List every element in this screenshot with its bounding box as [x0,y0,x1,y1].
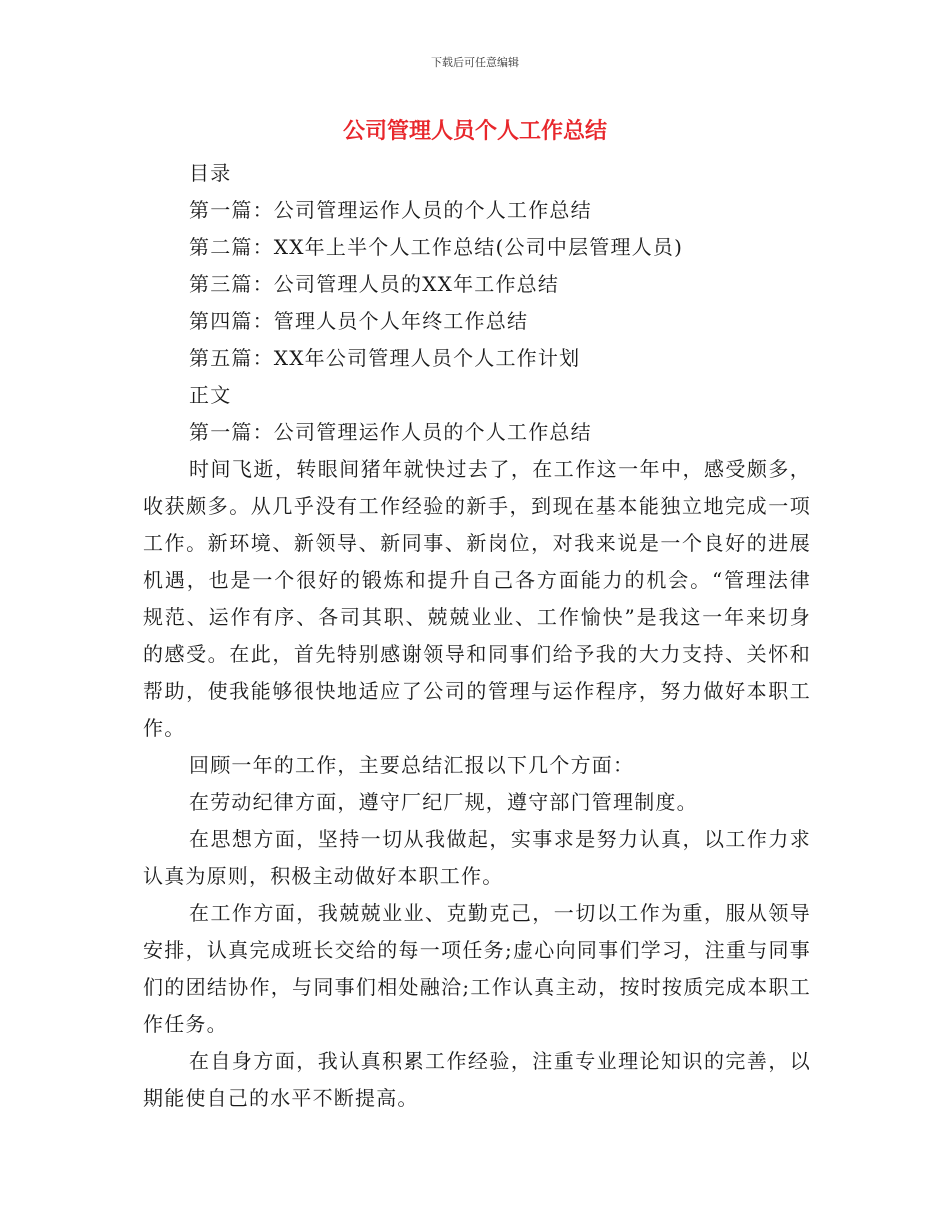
toc-item-3: 第三篇：公司管理人员的XX年工作总结 [189,272,560,296]
paragraph-review: 回顾一年的工作，主要总结汇报以下几个方面： [189,753,635,777]
toc-item-2: 第二篇：XX年上半个人工作总结(公司中层管理人员) [189,235,684,259]
body-heading: 正文 [189,383,232,407]
paragraph-intro: 时间飞逝，转眼间猪年就快过去了，在工作这一年中，感受颇多，收获颇多。从几乎没有工作经验的新手，到现在基本能独立地完成一项工作。新环境、新领导、新同事、新岗位，对我来说是一个良好的进展机遇，也是一个很好的锻炼和提升自己各方面能力的机会。“管理法律规范、运作有序、各司其职、兢兢业业、工作愉快”是我这一年来切身的感受。在此，首先特别感谢领导和同事们给予我的大力支持、关怀和帮助，使我能够很快地适应了公司的管理与运作程序，努力做好本职工作。 [143,457,811,740]
document-body [143,155,811,1117]
toc-item-5: 第五篇：XX年公司管理人员个人工作计划 [189,346,581,370]
section-title: 第一篇：公司管理运作人员的个人工作总结 [189,420,592,444]
page-header-note: 下载后可任意编辑 [431,56,519,69]
paragraph-work: 在工作方面，我兢兢业业、克勤克己，一切以工作为重，服从领导安排，认真完成班长交给的每一项任务;虚心向同事们学习，注重与同事们的团结协作，与同事们相处融洽;工作认真主动，按时按质完成本职工作任务。 [143,901,811,1036]
document-title: 公司管理人员个人工作总结 [342,119,607,144]
paragraph-thought: 在思想方面，坚持一切从我做起，实事求是努力认真，以工作力求认真为原则，积极主动做好本职工作。 [143,827,811,888]
toc-item-4: 第四篇：管理人员个人年终工作总结 [189,309,529,333]
paragraph-self: 在自身方面，我认真积累工作经验，注重专业理论知识的完善，以期能使自己的水平不断提高。 [143,1049,811,1110]
toc-item-1: 第一篇：公司管理运作人员的个人工作总结 [189,198,592,222]
toc-heading: 目录 [189,161,232,185]
paragraph-discipline: 在劳动纪律方面，遵守厂纪厂规，遵守部门管理制度。 [189,790,698,814]
